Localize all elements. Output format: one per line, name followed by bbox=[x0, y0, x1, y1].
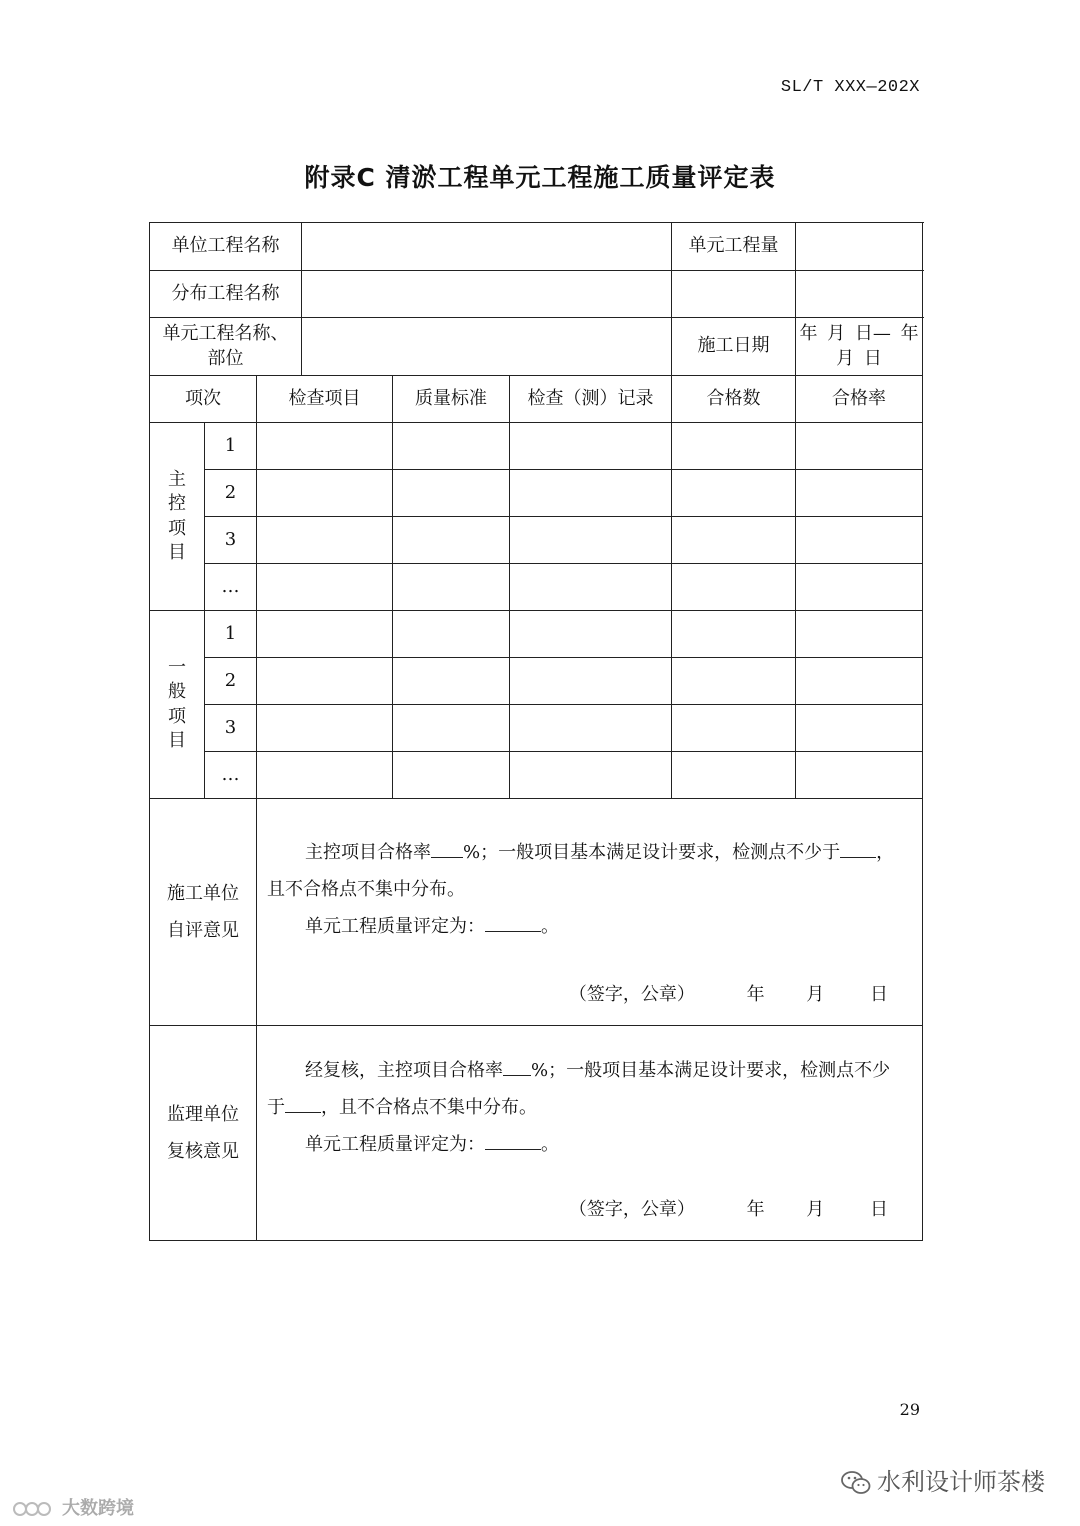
general-items-char: 一 bbox=[168, 656, 186, 678]
contractor-opinion-body[interactable] bbox=[257, 799, 923, 1026]
cell-pass-count[interactable] bbox=[672, 705, 796, 752]
cell-record[interactable] bbox=[510, 658, 672, 705]
division-project-name-value[interactable] bbox=[302, 271, 672, 318]
brand-logo-icon bbox=[12, 1500, 58, 1518]
cell-pass-count[interactable] bbox=[672, 658, 796, 705]
cell-quality-standard[interactable] bbox=[393, 752, 510, 799]
day-label: 日 bbox=[870, 983, 889, 1005]
table-row bbox=[150, 752, 923, 799]
row-number: 1 bbox=[205, 423, 257, 470]
table-row bbox=[150, 705, 923, 752]
cell-check-item[interactable] bbox=[257, 564, 393, 611]
quality-evaluation-table bbox=[149, 222, 923, 1241]
check-points-blank[interactable] bbox=[285, 1090, 321, 1113]
month-label: 月 bbox=[806, 1198, 825, 1220]
supervisor-opinion-body[interactable] bbox=[257, 1026, 923, 1241]
month-label: 月 bbox=[806, 983, 825, 1005]
cell-record[interactable] bbox=[510, 752, 672, 799]
document-code: SL/T XXX—202X bbox=[780, 78, 920, 97]
table-row bbox=[150, 423, 923, 470]
year-label: 年 bbox=[746, 983, 765, 1005]
text-fragment: 。 bbox=[541, 1134, 559, 1155]
row-number: 2 bbox=[205, 658, 257, 705]
cell-check-item[interactable] bbox=[257, 752, 393, 799]
cell-check-item[interactable] bbox=[257, 517, 393, 564]
contractor-line2: 且不合格点不集中分布。 bbox=[267, 879, 465, 900]
text-fragment: %；一般项目基本满足设计要求，检测点不少 bbox=[531, 1060, 891, 1081]
cell-pass-rate[interactable] bbox=[796, 423, 923, 470]
cell-quality-standard[interactable] bbox=[393, 658, 510, 705]
table-row bbox=[150, 470, 923, 517]
main-items-char: 主 bbox=[168, 468, 186, 490]
cell-check-item[interactable] bbox=[257, 611, 393, 658]
cell-pass-rate[interactable] bbox=[796, 611, 923, 658]
watermark-right bbox=[841, 1462, 1045, 1497]
cell-check-item[interactable] bbox=[257, 423, 393, 470]
signature-label: （签字，公章） bbox=[568, 1198, 695, 1220]
cell-record[interactable] bbox=[510, 611, 672, 658]
evaluation-blank[interactable] bbox=[485, 909, 541, 932]
general-items-char: 般 bbox=[168, 681, 186, 703]
text-fragment: 主控项目合格率 bbox=[305, 842, 431, 863]
construction-date-label: 施工日期 bbox=[672, 318, 796, 376]
main-items-label bbox=[150, 423, 205, 611]
table-row bbox=[150, 517, 923, 564]
supervisor-label-line1: 监理单位 bbox=[167, 1104, 239, 1125]
general-items-char: 项 bbox=[168, 705, 186, 727]
cell-check-item[interactable] bbox=[257, 658, 393, 705]
cell-check-item[interactable] bbox=[257, 705, 393, 752]
table-row bbox=[150, 658, 923, 705]
row-number: … bbox=[205, 564, 257, 611]
element-quantity-value[interactable] bbox=[796, 223, 923, 271]
watermark-right-text: 水利设计师茶楼 bbox=[877, 1468, 1045, 1496]
col-check-item: 检查项目 bbox=[257, 376, 393, 423]
division-project-name-label: 分布工程名称 bbox=[150, 271, 302, 318]
construction-date-value: 年 月 日— 年 月 日 bbox=[796, 318, 923, 376]
cell-record[interactable] bbox=[510, 423, 672, 470]
col-item: 项次 bbox=[150, 376, 257, 423]
text-fragment: %；一般项目基本满足设计要求，检测点不少于 bbox=[463, 842, 841, 863]
cell-quality-standard[interactable] bbox=[393, 705, 510, 752]
element-name-value[interactable] bbox=[302, 318, 672, 376]
text-fragment: 。 bbox=[541, 916, 559, 937]
element-quantity-label: 单元工程量 bbox=[672, 223, 796, 271]
division-extra-value bbox=[796, 271, 923, 318]
supervisor-signature bbox=[569, 1198, 888, 1222]
row-number: 2 bbox=[205, 470, 257, 517]
row-number: 3 bbox=[205, 517, 257, 564]
cell-record[interactable] bbox=[510, 705, 672, 752]
cell-record[interactable] bbox=[510, 470, 672, 517]
cell-pass-rate[interactable] bbox=[796, 705, 923, 752]
wechat-icon bbox=[841, 1470, 871, 1496]
row-number: 1 bbox=[205, 611, 257, 658]
contractor-line3 bbox=[267, 908, 914, 945]
cell-quality-standard[interactable] bbox=[393, 611, 510, 658]
cell-pass-rate[interactable] bbox=[796, 470, 923, 517]
cell-quality-standard[interactable] bbox=[393, 423, 510, 470]
table-row bbox=[150, 564, 923, 611]
cell-record[interactable] bbox=[510, 517, 672, 564]
text-fragment: 单元工程质量评定为： bbox=[305, 916, 485, 937]
page-number: 29 bbox=[899, 1400, 920, 1419]
signature-label: （签字，公章） bbox=[568, 983, 695, 1005]
element-name-label: 单元工程名称、部位 bbox=[150, 318, 302, 376]
text-fragment: 于 bbox=[267, 1097, 285, 1118]
page-title: 附录C 清淤工程单元工程施工质量评定表 bbox=[304, 163, 776, 192]
cell-quality-standard[interactable] bbox=[393, 470, 510, 517]
cell-pass-count[interactable] bbox=[672, 517, 796, 564]
supervisor-line2 bbox=[267, 1089, 914, 1126]
main-items-char: 项 bbox=[168, 517, 186, 539]
cell-pass-rate[interactable] bbox=[796, 564, 923, 611]
pass-rate-blank[interactable] bbox=[503, 1053, 531, 1076]
unit-project-name-value[interactable] bbox=[302, 223, 672, 271]
supervisor-line1 bbox=[267, 1052, 914, 1089]
cell-pass-rate[interactable] bbox=[796, 517, 923, 564]
text-fragment: 经复核，主控项目合格率 bbox=[305, 1060, 503, 1081]
division-extra-cell bbox=[672, 271, 796, 318]
year-label: 年 bbox=[746, 1198, 765, 1220]
evaluation-blank[interactable] bbox=[485, 1127, 541, 1150]
cell-pass-rate[interactable] bbox=[796, 658, 923, 705]
cell-quality-standard[interactable] bbox=[393, 564, 510, 611]
pass-rate-blank[interactable] bbox=[431, 835, 463, 858]
text-fragment: ，且不合格点不集中分布。 bbox=[321, 1097, 537, 1118]
col-pass-rate: 合格率 bbox=[796, 376, 923, 423]
contractor-signature bbox=[569, 983, 888, 1007]
check-points-blank[interactable] bbox=[840, 835, 876, 858]
row-number: 3 bbox=[205, 705, 257, 752]
watermark-left-text: 大数跨境 bbox=[62, 1498, 134, 1519]
cell-pass-count[interactable] bbox=[672, 752, 796, 799]
unit-project-name-label: 单位工程名称 bbox=[150, 223, 302, 271]
row-number: … bbox=[205, 752, 257, 799]
cell-check-item[interactable] bbox=[257, 470, 393, 517]
supervisor-opinion-label bbox=[150, 1026, 257, 1241]
text-fragment: ， bbox=[876, 842, 895, 863]
cell-pass-rate[interactable] bbox=[796, 752, 923, 799]
contractor-label-line2: 自评意见 bbox=[167, 920, 239, 941]
general-items-char: 目 bbox=[168, 729, 186, 751]
main-items-char: 控 bbox=[168, 493, 186, 515]
general-items-label bbox=[150, 611, 205, 799]
contractor-opinion-label bbox=[150, 799, 257, 1026]
cell-record[interactable] bbox=[510, 564, 672, 611]
cell-pass-count[interactable] bbox=[672, 470, 796, 517]
cell-quality-standard[interactable] bbox=[393, 517, 510, 564]
main-items-char: 目 bbox=[168, 541, 186, 563]
contractor-label-line1: 施工单位 bbox=[167, 883, 239, 904]
cell-pass-count[interactable] bbox=[672, 611, 796, 658]
day-label: 日 bbox=[870, 1198, 889, 1220]
contractor-line1 bbox=[267, 834, 914, 871]
supervisor-line3 bbox=[267, 1126, 914, 1163]
watermark-left bbox=[12, 1494, 134, 1520]
supervisor-label-line2: 复核意见 bbox=[167, 1141, 239, 1162]
col-record: 检查（测）记录 bbox=[510, 376, 672, 423]
table-row bbox=[150, 611, 923, 658]
col-quality-standard: 质量标准 bbox=[393, 376, 510, 423]
col-pass-count: 合格数 bbox=[672, 376, 796, 423]
cell-pass-count[interactable] bbox=[672, 423, 796, 470]
cell-pass-count[interactable] bbox=[672, 564, 796, 611]
text-fragment: 单元工程质量评定为： bbox=[305, 1134, 485, 1155]
